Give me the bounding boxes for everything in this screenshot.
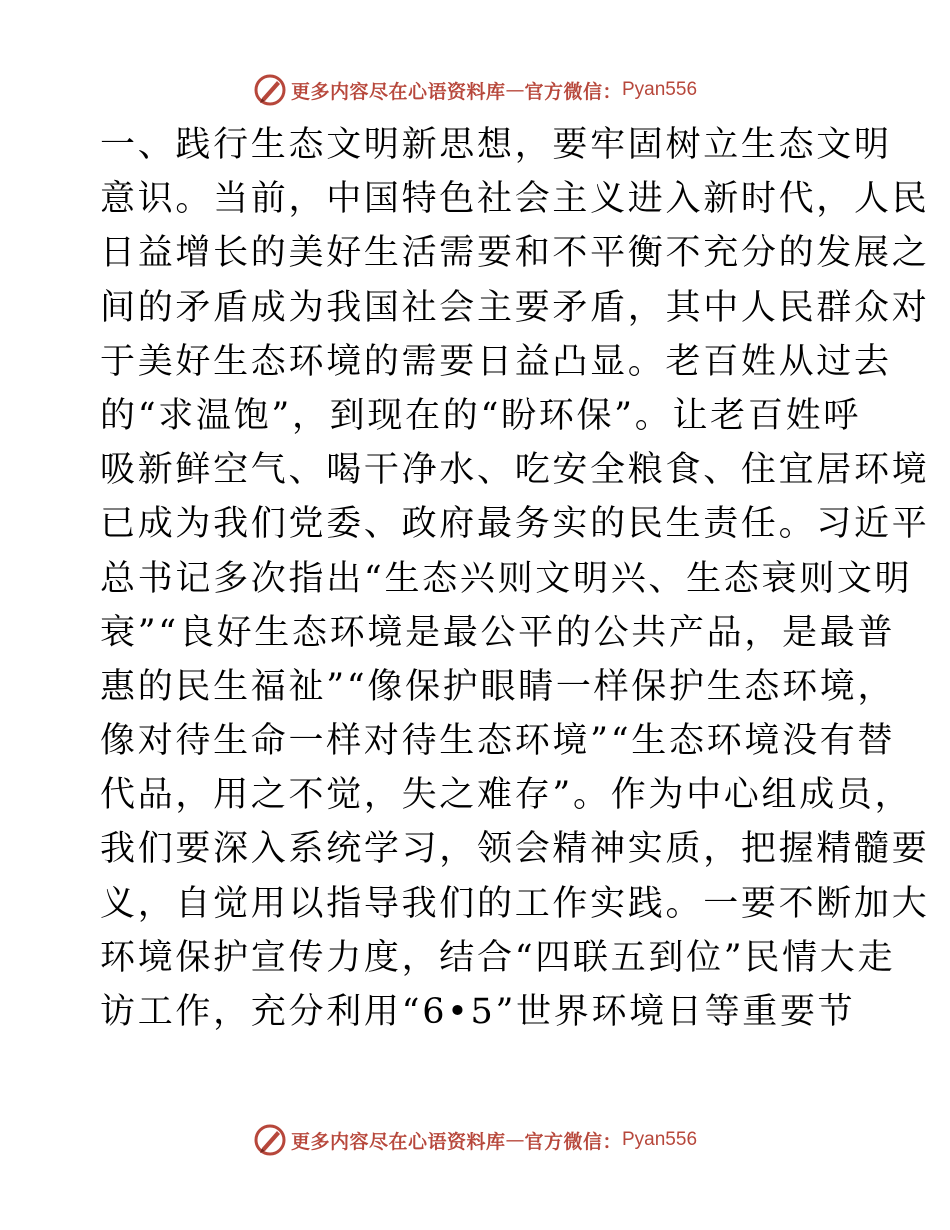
watermark-text: 更多内容尽在心语资料库 [290,1130,506,1153]
pen-logo-icon [253,1123,287,1157]
watermark-text: 更多内容尽在心语资料库 [290,80,506,103]
watermark-separator: — [505,1129,525,1151]
text-line-11: 惠的民生福祉”“像保护眼睛一样保护生态环境， [100,666,896,707]
text-line-10: 衰”“良好生态环境是最公平的公共产品，是最普 [100,612,896,653]
watermark-id: Pyan556 [622,1129,698,1150]
text-line-16: 环境保护宣传力度，结合“四联五到位”民情大走 [100,937,896,978]
watermark-label: 官方微信： [524,1130,622,1153]
text-line-15: 义，自觉用以指导我们的工作实践。一要不断加大 [100,883,930,924]
pen-logo-icon [253,73,287,107]
watermark-label: 官方微信： [524,80,622,103]
text-line-3: 日益增长的美好生活需要和不平衡不充分的发展之 [100,233,930,274]
text-line-1: 一、践行生态文明新思想，要牢固树立生态文明 [100,125,892,165]
watermark-id: Pyan556 [622,79,698,100]
text-line-6: 的“求温饱”，到现在的“盼环保”。让老百姓呼 [100,395,861,436]
text-line-4: 间的矛盾成为我国社会主要矛盾，其中人民群众对 [100,287,930,328]
watermark-separator: — [505,79,525,101]
text-line-14: 我们要深入系统学习，领会精神实质，把握精髓要 [100,829,930,870]
text-line-17: 访工作，充分利用“6•5”世界环境日等重要节 [100,992,856,1032]
header-watermark [0,70,950,110]
text-line-9: 总书记多次指出“生态兴则文明兴、生态衰则文明 [100,558,913,599]
body-paragraph [100,118,930,1039]
text-line-2: 意识。当前，中国特色社会主义进入新时代，人民 [100,179,930,220]
footer-watermark [0,1120,950,1160]
text-line-7: 吸新鲜空气、喝干净水、吃安全粮食、住宜居环境 [100,450,930,491]
text-line-5: 于美好生态环境的需要日益凸显。老百姓从过去 [100,341,892,382]
text-line-12: 像对待生命一样对待生态环境”“生态环境没有替 [100,721,896,762]
text-line-8: 已成为我们党委、政府最务实的民生责任。习近平 [100,504,930,545]
text-line-13: 代品，用之不觉，失之难存”。作为中心组成员， [100,775,913,816]
